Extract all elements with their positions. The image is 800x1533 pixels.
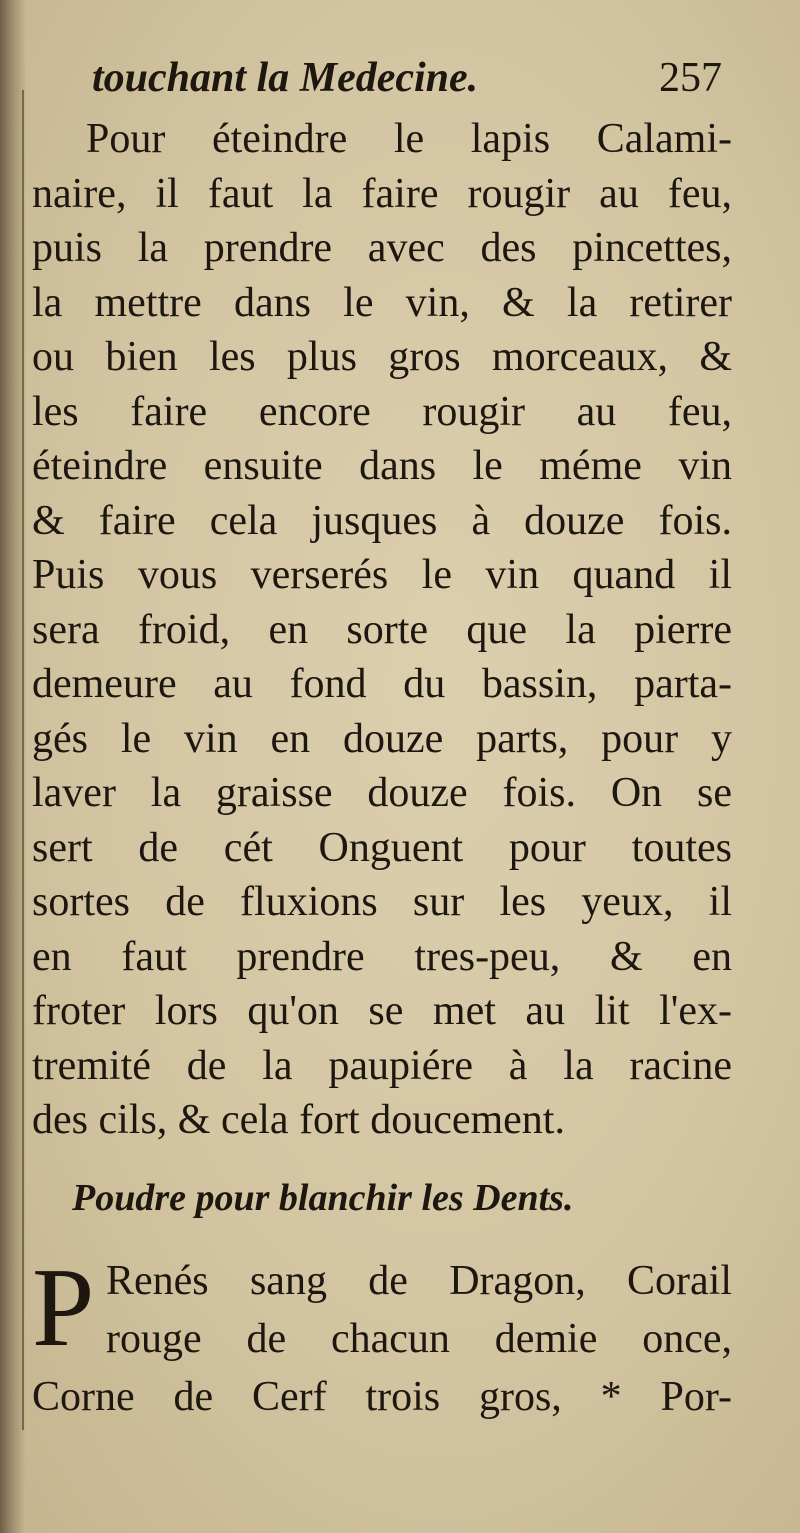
text-line: laver la graisse douze fois. On se bbox=[32, 770, 732, 816]
text-line: puis la prendre avec des pincettes, bbox=[32, 225, 732, 271]
text-line: ou bien les plus gros morceaux, & bbox=[32, 334, 732, 380]
text-line: des cils, & cela fort doucement. bbox=[32, 1097, 565, 1143]
text-line: Puis vous verserés le vin quand il bbox=[32, 552, 732, 598]
running-head bbox=[92, 48, 722, 108]
text-line: & faire cela jusques à douze fois. bbox=[32, 497, 732, 544]
text-line: Corne de Cerf trois gros, * Por- bbox=[32, 1374, 732, 1420]
section-heading: Poudre pour blanchir les Dents. bbox=[72, 1177, 574, 1219]
text-line: froter lors qu'on se met au lit l'ex- bbox=[32, 988, 732, 1034]
text-line: sortes de fluxions sur les yeux, il bbox=[32, 879, 732, 925]
text-line: Pour éteindre le lapis Calami- bbox=[86, 116, 732, 162]
running-head-title: touchant la Medecine. bbox=[92, 55, 479, 101]
text-line: demeure au fond du bassin, parta- bbox=[32, 661, 732, 707]
text-line: tremité de la paupiére à la racine bbox=[32, 1042, 732, 1089]
drop-cap: P bbox=[32, 1246, 95, 1370]
text-line: la mettre dans le vin, & la retirer bbox=[32, 279, 732, 326]
binding-fold bbox=[22, 90, 24, 1430]
text-line: gés le vin en douze parts, pour y bbox=[32, 715, 732, 762]
page-number: 257 bbox=[659, 55, 722, 101]
text-line: éteindre ensuite dans le méme vin bbox=[32, 443, 732, 489]
text-line: Renés sang de Dragon, Corail bbox=[106, 1258, 732, 1304]
main-paragraph bbox=[32, 112, 732, 1148]
text-line: naire, il faut la faire rougir au feu, bbox=[32, 170, 732, 217]
text-line: en faut prendre tres-peu, & en bbox=[32, 933, 732, 980]
recipe-paragraph bbox=[32, 1246, 732, 1426]
text-line: rouge de chacun demie once, bbox=[106, 1316, 732, 1362]
text-line: les faire encore rougir au feu, bbox=[32, 388, 732, 435]
text-line: sert de cét Onguent pour toutes bbox=[32, 824, 732, 871]
text-line: sera froid, en sorte que la pierre bbox=[32, 606, 732, 653]
